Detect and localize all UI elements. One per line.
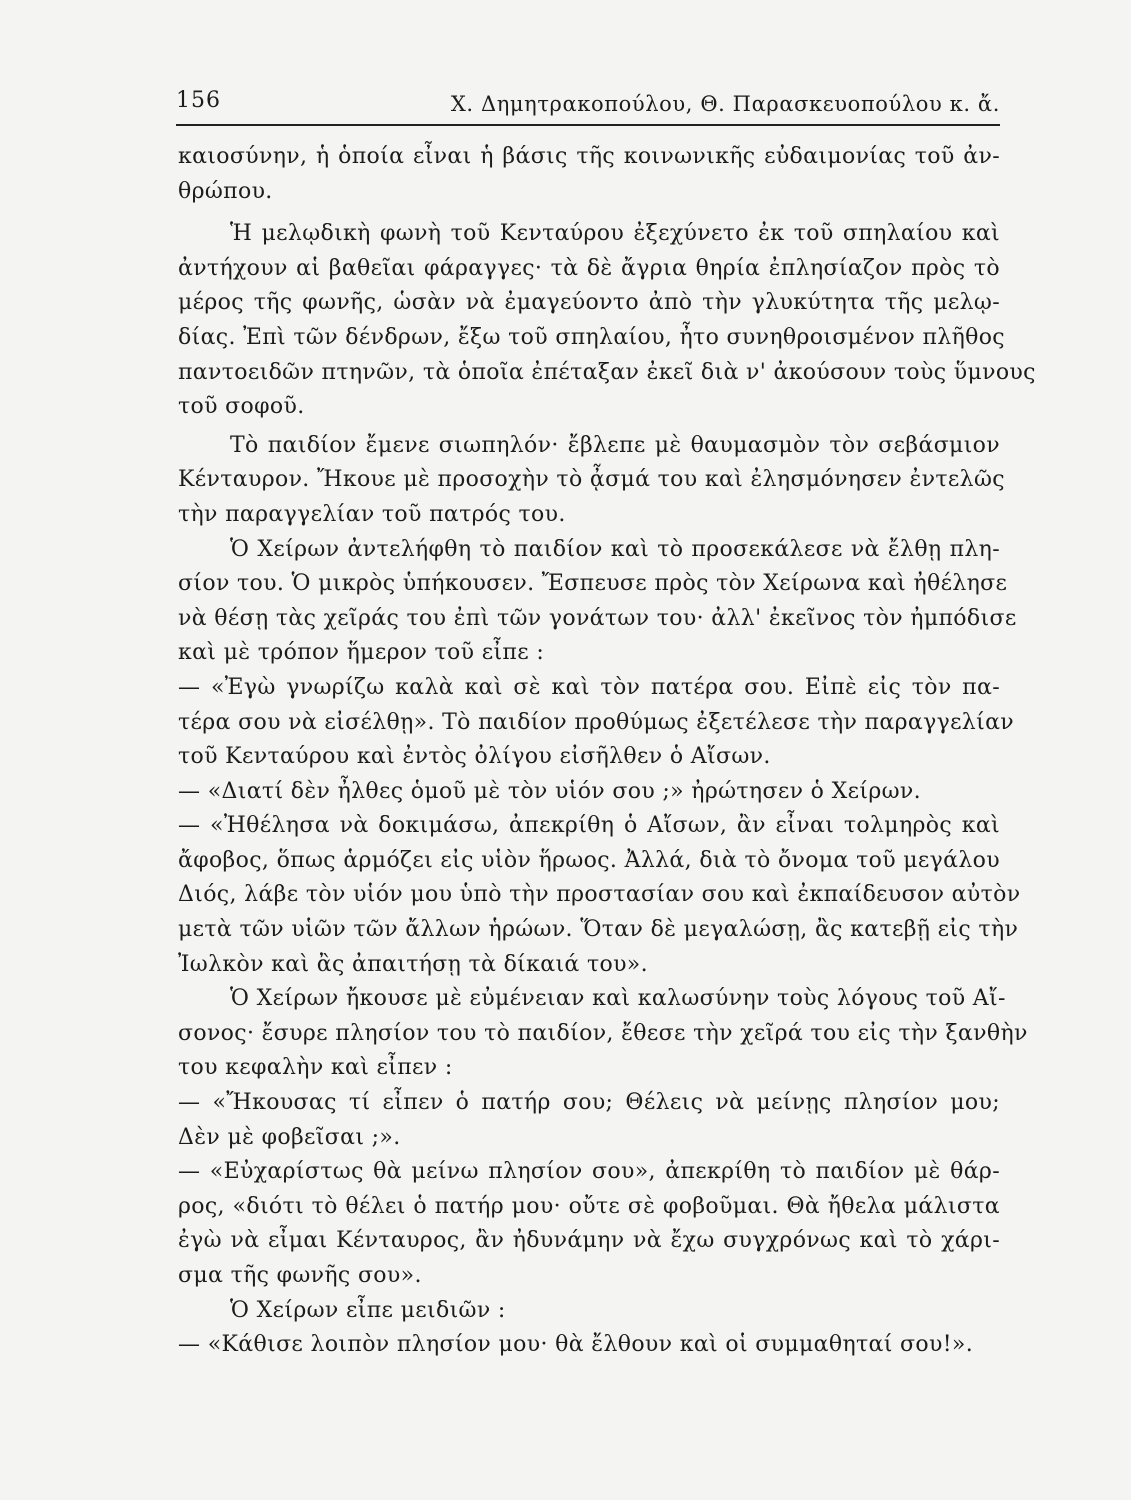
text-line: Διός, λάβε τὸν υἱόν μου ὑπὸ τὴν προστασίαν σου καὶ ἐκπαίδευσον αὐτὸν: [178, 882, 1021, 908]
text-line: Δὲν μὲ φοβεῖσαι ;».: [178, 1124, 401, 1150]
text-line: Ἡ μελῳδικὴ φωνὴ τοῦ Κενταύρου ἐξεχύνετο ἐκ τοῦ σπηλαίου καὶ: [230, 221, 1000, 247]
text-line: — «Εὐχαρίστως θὰ μείνω πλησίον σου», ἀπεκρίθη τὸ παιδίον μὲ θάρ-: [178, 1159, 1000, 1185]
text-line: ἀντήχουν αἱ βαθεῖαι φάραγγες· τὰ δὲ ἄγρια θηρία ἐπλησίαζον πρὸς τὸ: [178, 255, 1000, 281]
text-line: ἄφοβος, ὅπως ἁρμόζει εἰς υἱὸν ἥρωος. Ἀλλά, διὰ τὸ ὄνομα τοῦ μεγάλου: [178, 847, 1000, 873]
running-head: Χ. Δημητρακοπούλου, Θ. Παρασκευοπούλου κ. ἄ.: [450, 92, 1000, 116]
text-line: τέρα σου νὰ εἰσέλθῃ». Τὸ παιδίον προθύμως ἐξετέλεσε τὴν παραγγελίαν: [178, 709, 1015, 735]
text-line: θρώπου.: [178, 178, 273, 204]
text-line: — «Ἤκουσας τί εἶπεν ὁ πατήρ σου; Θέλεις νὰ μείνῃς πλησίον μου;: [178, 1090, 1000, 1116]
page-number: 156: [176, 88, 221, 113]
text-line: Ὁ Χείρων ἤκουσε μὲ εὐμένειαν καὶ καλωσύνην τοὺς λόγους τοῦ Αἴ-: [230, 986, 1006, 1012]
text-line: σμα τῆς φωνῆς σου».: [178, 1263, 422, 1288]
text-line: σονος· ἔσυρε πλησίον του τὸ παιδίον, ἔθεσε τὴν χεῖρά του εἰς τὴν ξανθὴν: [178, 1020, 1028, 1046]
text-line: δίας. Ἐπὶ τῶν δένδρων, ἔξω τοῦ σπηλαίου, ἦτο συνηθροισμένον πλῆθος: [178, 324, 1005, 350]
text-line: Ὁ Χείρων εἶπε μειδιῶν :: [230, 1297, 506, 1323]
text-line: ρος, «διότι τὸ θέλει ὁ πατήρ μου· οὔτε σὲ φοβοῦμαι. Θὰ ἤθελα μάλιστα: [178, 1193, 1000, 1219]
text-line: σίον του. Ὁ μικρὸς ὑπήκουσεν. Ἔσπευσε πρὸς τὸν Χείρωνα καὶ ἠθέλησε: [178, 571, 1008, 597]
text-line: Κένταυρον. Ἤκουε μὲ προσοχὴν τὸ ᾆσμά του καὶ ἐλησμόνησεν ἐντελῶς: [178, 467, 1005, 493]
text-line: Τὸ παιδίον ἔμενε σιωπηλόν· ἔβλεπε μὲ θαυμασμὸν τὸν σεβάσμιον: [230, 432, 1000, 458]
header-rule: [176, 124, 1000, 126]
text-line: — «Διατί δὲν ἦλθες ὁμοῦ μὲ τὸν υἱόν σου ;» ἠρώτησεν ὁ Χείρων.: [178, 778, 921, 804]
body-text: [178, 140, 1036, 1363]
text-line: τοῦ σοφοῦ.: [178, 394, 305, 420]
text-line: Ἰωλκὸν καὶ ἂς ἀπαιτήσῃ τὰ δίκαιά του».: [178, 951, 648, 977]
text-line: μέρος τῆς φωνῆς, ὡσὰν νὰ ἐμαγεύοντο ἀπὸ τὴν γλυκύτητα τῆς μελῳ-: [178, 290, 1000, 316]
text-line: παντοειδῶν πτηνῶν, τὰ ὁποῖα ἐπέταξαν ἐκεῖ διὰ ν' ἀκούσουν τοὺς ὕμνους: [178, 359, 1036, 385]
text-line: νὰ θέσῃ τὰς χεῖράς του ἐπὶ τῶν γονάτων του· ἀλλ' ἐκεῖνος τὸν ἠμπόδισε: [178, 605, 1017, 631]
text-line: του κεφαλὴν καὶ εἶπεν :: [178, 1055, 453, 1081]
text-line: μετὰ τῶν υἱῶν τῶν ἄλλων ἡρώων. Ὅταν δὲ μεγαλώσῃ, ἂς κατεβῇ εἰς τὴν: [178, 917, 1019, 943]
text-line: ἐγὼ νὰ εἶμαι Κένταυρος, ἂν ἠδυνάμην νὰ ἔχω συγχρόνως καὶ τὸ χάρι-: [178, 1228, 1000, 1254]
text-line: — «Ἐγὼ γνωρίζω καλὰ καὶ σὲ καὶ τὸν πατέρα σου. Εἰπὲ εἰς τὸν πα-: [178, 674, 1000, 700]
text-line: Ὁ Χείρων ἀντελήφθη τὸ παιδίον καὶ τὸ προσεκάλεσε νὰ ἔλθῃ πλη-: [230, 536, 1000, 562]
page-header: [176, 88, 1000, 122]
text-line: — «Κάθισε λοιπὸν πλησίον μου· θὰ ἔλθουν καὶ οἱ συμμαθηταί σου!».: [178, 1332, 974, 1358]
text-line: καὶ μὲ τρόπον ἥμερον τοῦ εἶπε :: [178, 640, 545, 666]
text-line: καιοσύνην, ἡ ὁποία εἶναι ἡ βάσις τῆς κοινωνικῆς εὐδαιμονίας τοῦ ἀν-: [178, 144, 1000, 169]
text-line: τὴν παραγγελίαν τοῦ πατρός του.: [178, 501, 566, 527]
text-line: — «Ἠθέλησα νὰ δοκιμάσω, ἀπεκρίθη ὁ Αἴσων, ἂν εἶναι τολμηρὸς καὶ: [178, 813, 1000, 839]
text-line: τοῦ Κενταύρου καὶ ἐντὸς ὀλίγου εἰσῆλθεν ὁ Αἴσων.: [178, 744, 771, 770]
